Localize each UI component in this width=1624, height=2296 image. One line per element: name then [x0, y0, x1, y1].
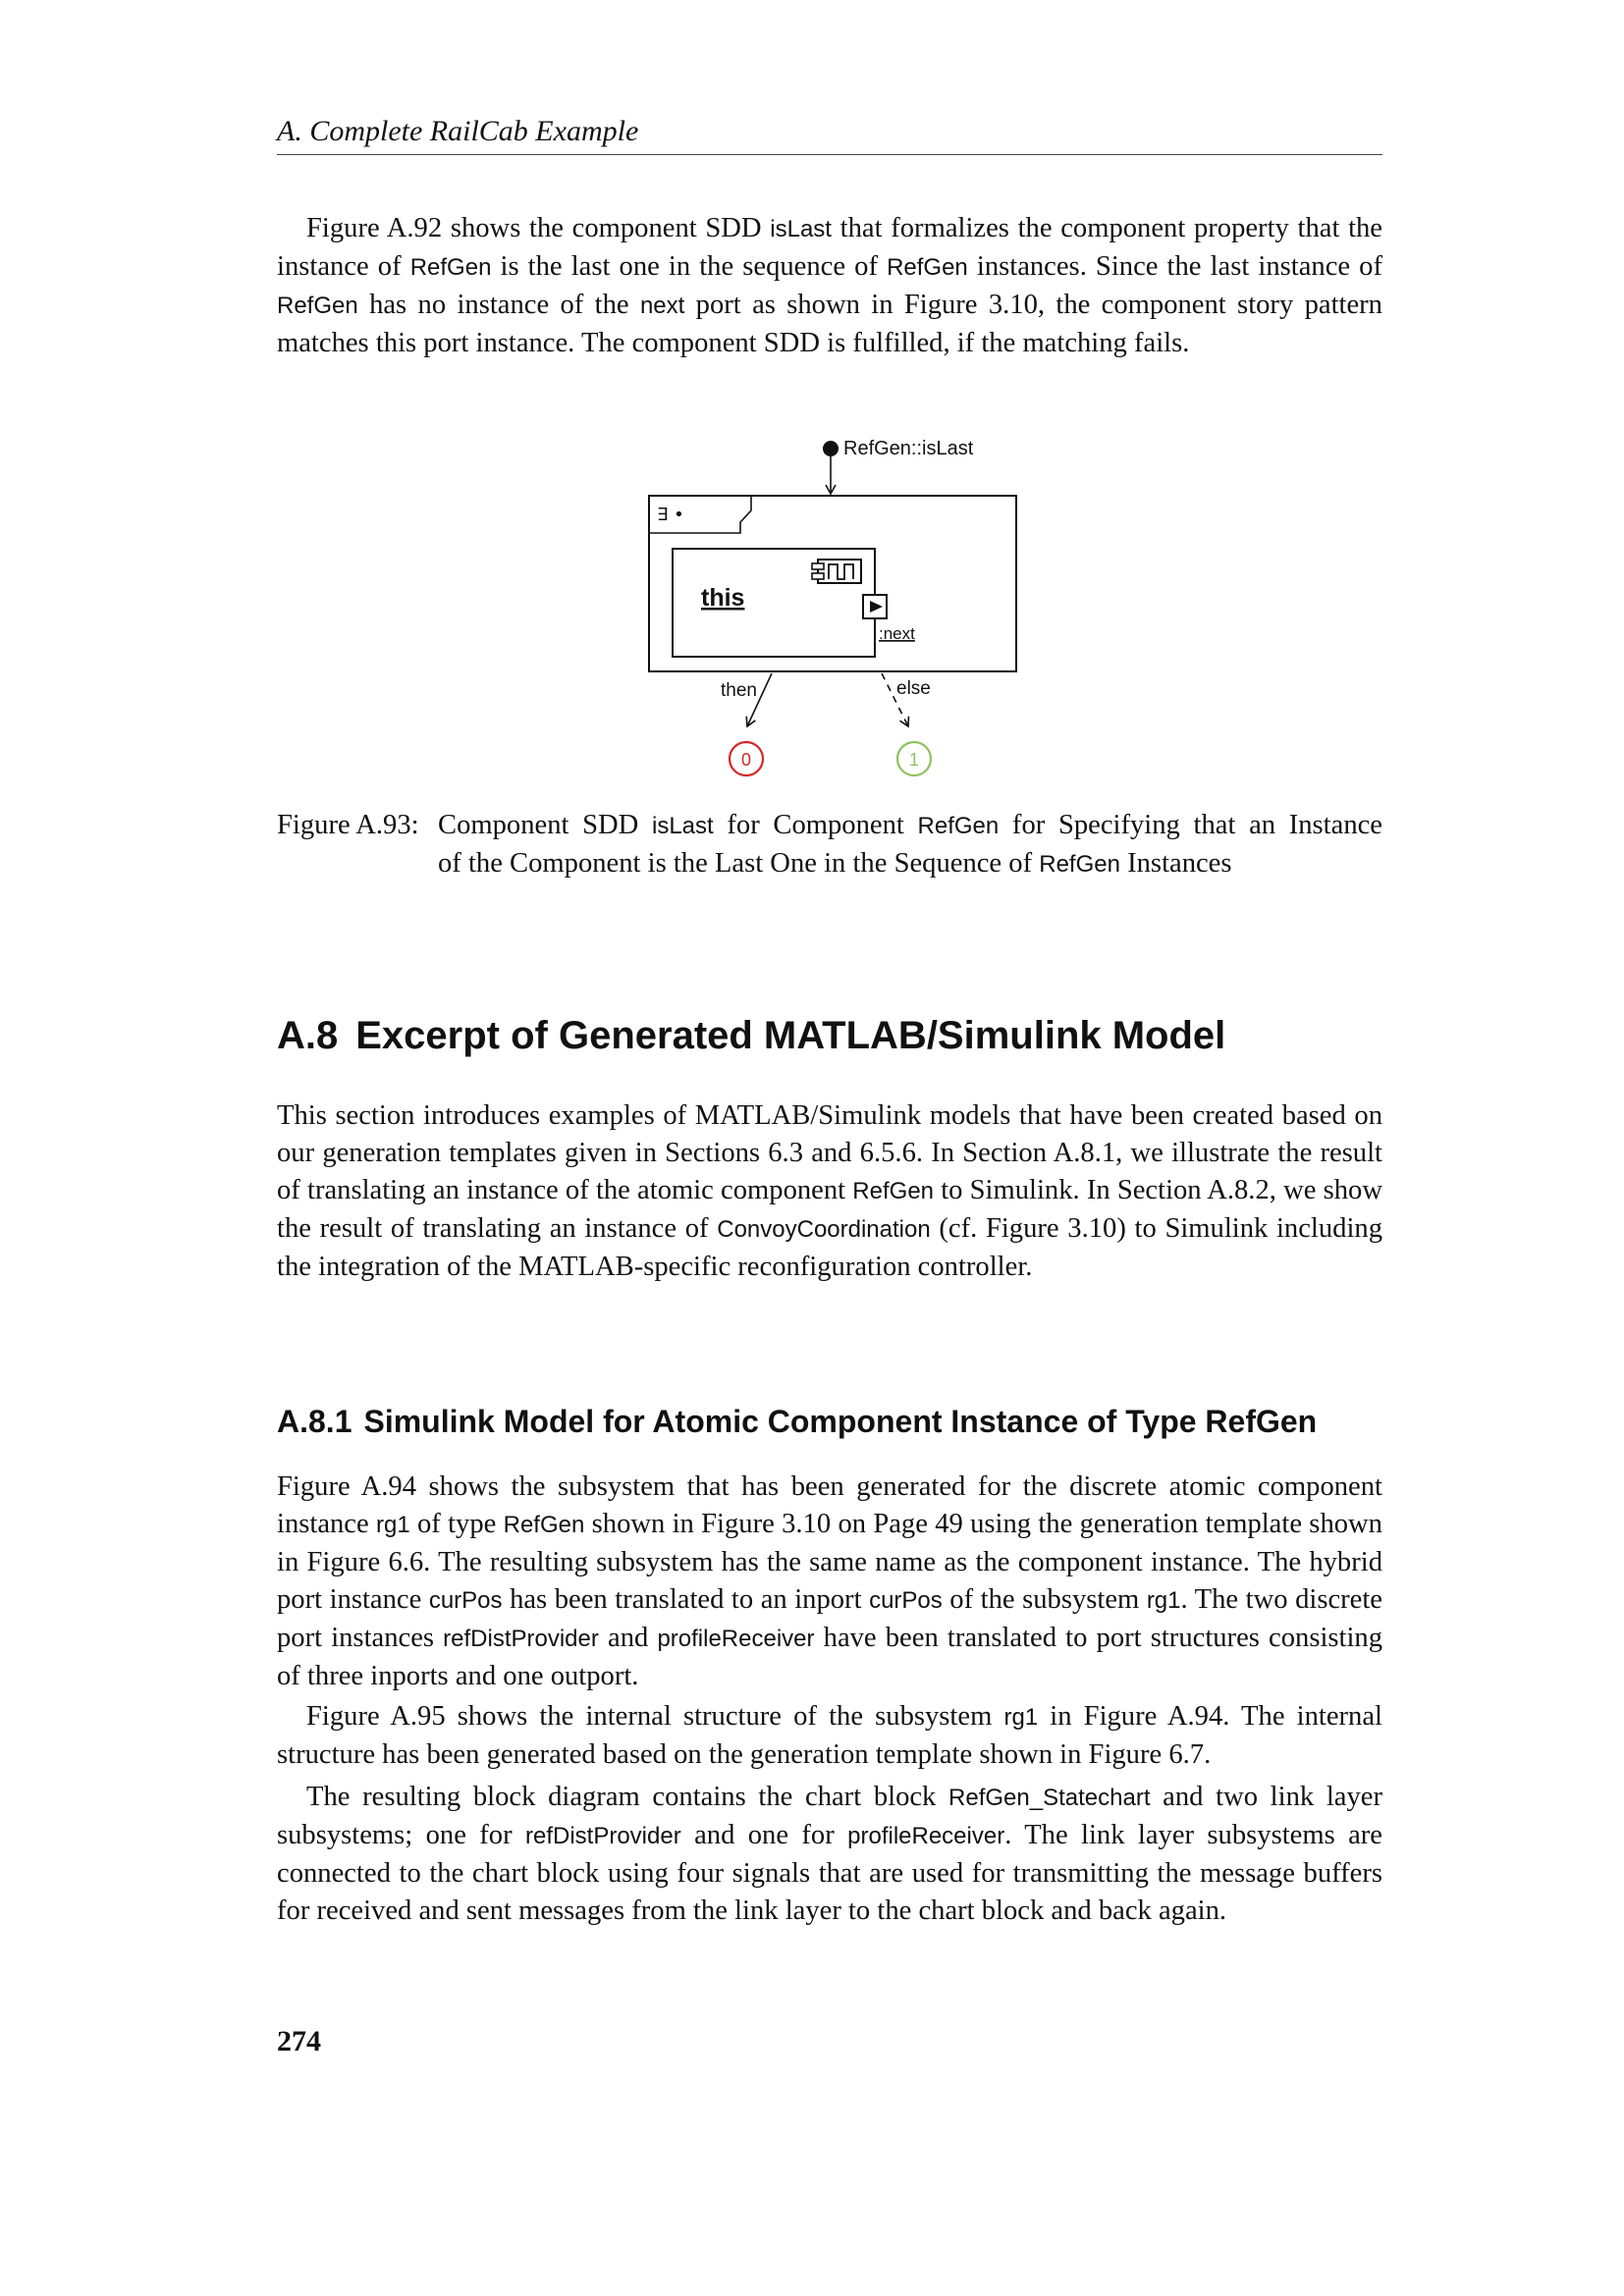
- page-number: 274: [277, 2025, 321, 2057]
- caption-label: Figure A.93:: [277, 810, 419, 840]
- then-target-label: 0: [740, 750, 752, 770]
- running-header: A. Complete RailCab Example: [277, 115, 639, 147]
- section-paragraph: This section introduces examples of MATLAB/Simulink models that have been created based on our generation templates given in Sections 6.3 and 6.5.6. In Section A.8.1, we illustrate the result of translating an instance of the atomic component RefGen to Simulink. In Section A.8.2, we show the result of translating an instance of ConvoyCoordination (cf. Figure 3.10) to Simulink including the integration of the MATLAB-specific reconfiguration controller.: [277, 1100, 1382, 1282]
- caption-line-2: of the Component is the Last One in the Sequence of RefGen Instances: [438, 848, 1232, 879]
- figure-caption: [277, 807, 1382, 883]
- subsection-paragraph-2: Figure A.95 shows the internal structure of the subsystem rg1 in Figure A.94. The internal structure has been generated based on the generation template shown in Figure 6.7.: [277, 1701, 1382, 1770]
- caption-line-1: Component SDD isLast for Component RefGen for Specifying that an Instance: [438, 810, 1382, 840]
- else-label: else: [896, 678, 931, 699]
- component-icon: [812, 560, 861, 583]
- sdd-diagram: [643, 422, 1036, 785]
- then-label: then: [721, 680, 757, 701]
- start-label: RefGen::isLast: [843, 438, 974, 459]
- section-heading: A.8 Excerpt of Generated MATLAB/Simulink Model: [277, 1014, 1226, 1057]
- header-rule: [277, 154, 1382, 155]
- fragment-label: ∃ •: [657, 505, 684, 525]
- subsection-paragraph-3: The resulting block diagram contains the chart block RefGen_Statechart and two link layer subsystems; one for refDistProvider and one for profileReceiver. The link layer subsystems are connected to the chart block using four signals that are used for transmitting the message buffers for received and sent messages from the link layer to the chart block and back again.: [277, 1782, 1382, 1926]
- port-label: :next: [879, 624, 915, 643]
- component-name: this: [701, 584, 745, 612]
- subsection-heading: A.8.1 Simulink Model for Atomic Component Instance of Type RefGen: [277, 1404, 1318, 1439]
- subsection-paragraph-1: Figure A.94 shows the subsystem that has been generated for the discrete atomic component instance rg1 of type RefGen shown in Figure 3.10 on Page 49 using the generation template shown in Figure 6.6. The resulting subsystem has the same name as the component instance. The hybrid port instance curPos has been translated to an inport curPos of the subsystem rg1. The two discrete port instances refDistProvider and profileReceiver have been translated to port structures consisting of three inports and one outport.: [277, 1471, 1382, 1691]
- intro-paragraph: Figure A.92 shows the component SDD isLast that formalizes the component property that the instance of RefGen is the last one in the sequence of RefGen instances. Since the last instance of RefGen has no instance of the next port as shown in Figure 3.10, the component story pattern matches this port instance. The component SDD is fulfilled, if the matching fails.: [277, 213, 1383, 358]
- start-node: [823, 441, 839, 456]
- else-target-label: 1: [908, 750, 920, 770]
